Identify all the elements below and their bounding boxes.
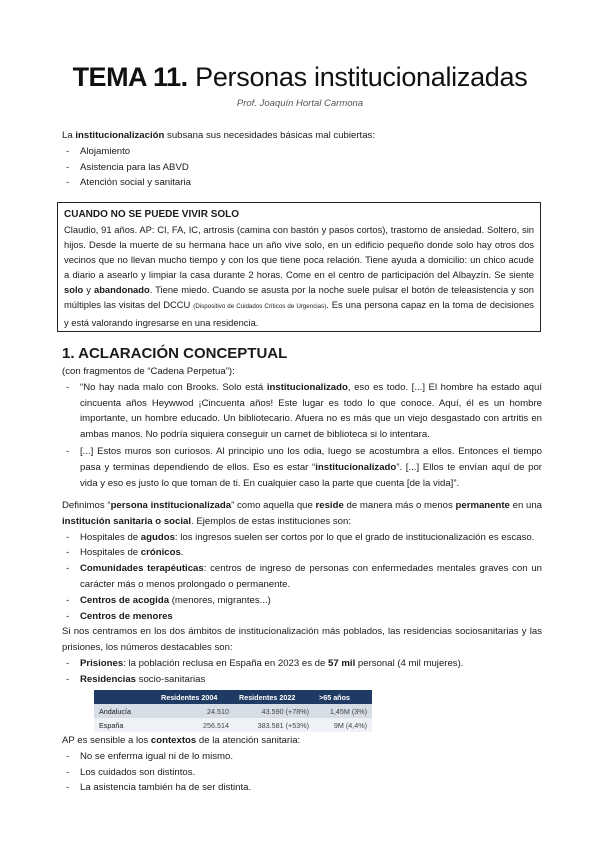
list-item: - Hospitales de agudos: los ingresos suelen ser cortos por lo que el grado de institucionalización es escaso. <box>62 530 542 546</box>
ap-lead: AP es sensible a los contextos de la atención sanitaria: <box>62 735 301 746</box>
page-title <box>0 60 600 94</box>
table-cell: 256.514 <box>156 718 234 732</box>
definition-section <box>62 498 542 688</box>
definition-paragraph: Definimos “persona institucionalizada” como aquella que reside de manera más o menos permanente en una institución sanitaria o social. Ejemplos de estas instituciones son: <box>62 500 542 527</box>
table-header-row <box>94 690 372 704</box>
table-header-cell: Residentes 2022 <box>234 690 314 704</box>
list-item: - Prisiones: la población reclusa en España en 2023 es de 57 mil personal (4 mil mujeres). <box>62 656 542 672</box>
quote-item: - “No hay nada malo con Brooks. Solo está institucionalizado, eso es todo. [...] El hombre ha estado aquí cincuenta años Heywwod ¡Cincuenta años! Este lugar es todo lo que conoce. Aquí, él es un hombre importante, un hombre educado. Un bibliotecario. Afuera no es más que un viejo desgastado con artritis en ambas manos. No podría siquiera conseguir un carnet de biblioteca si lo intentara. <box>62 380 542 443</box>
list-item: - Residencias socio-sanitarias <box>62 672 542 688</box>
table-row <box>94 718 372 732</box>
list-item: - Hospitales de crónicos. <box>62 545 542 561</box>
table-row <box>94 704 372 718</box>
intro-list <box>62 144 542 191</box>
list-item: - Atención social y sanitaria <box>62 175 542 191</box>
quote-source: (con fragmentos de “Cadena Perpetua”): <box>62 366 235 377</box>
author-line: Prof. Joaquín Hortal Carmona <box>236 98 364 109</box>
section-heading: 1. ACLARACIÓN CONCEPTUAL <box>62 345 288 362</box>
list-item: - Centros de menores <box>62 609 542 625</box>
table-header-cell: >65 años <box>314 690 372 704</box>
list-item: - Centros de acogida (menores, migrantes...) <box>62 593 542 609</box>
ap-section <box>62 733 542 796</box>
examples-list <box>62 530 542 625</box>
table-cell: 24.510 <box>156 704 234 718</box>
list-item: - Asistencia para las ABVD <box>62 160 542 176</box>
title-text: Personas institucionalizadas <box>195 62 528 92</box>
intro-section <box>62 128 542 191</box>
table-header-cell <box>94 690 156 704</box>
residences-table <box>94 690 372 732</box>
table-cell: 43.590 (+78%) <box>234 704 314 718</box>
table-cell: 9M (4,4%) <box>314 718 372 732</box>
list-item: - Los cuidados son distintos. <box>62 765 542 781</box>
quote-item: - [...] Estos muros son curiosos. Al principio uno los odia, luego se acostumbra a ellos. Entonces el tiempo pasa y terminas dependiendo de ellos. Eso es estar “institucionalizado”. [...] Ellos te envían aquí de por vida y eso es justo lo que toman de ti. En cualquier caso la parte que cuenta [de la vida]”. <box>62 444 542 491</box>
list-item: - Alojamiento <box>62 144 542 160</box>
quote-section <box>62 364 542 492</box>
intro-lead: La institucionalización subsana sus necesidades básicas mal cubiertas: <box>62 130 376 141</box>
list-item: - Comunidades terapéuticas: centros de ingreso de personas con enfermedades mentales graves con un carácter más o menos prolongado o permanente. <box>62 561 542 593</box>
list-item: - La asistencia también ha de ser distinta. <box>62 780 542 796</box>
table-cell: 1,45M (3%) <box>314 704 372 718</box>
stats-list <box>62 656 542 688</box>
case-heading: CUANDO NO SE PUEDE VIVIR SOLO <box>64 209 240 220</box>
ap-list <box>62 749 542 796</box>
table-cell: Andalucía <box>94 704 156 718</box>
table-header-cell: Residentes 2004 <box>156 690 234 704</box>
title-number: TEMA 11. <box>72 62 188 92</box>
list-item: - No se enferma igual ni de lo mismo. <box>62 749 542 765</box>
table-cell: 383.581 (+53%) <box>234 718 314 732</box>
quote-list <box>62 380 542 492</box>
case-text: Claudio, 91 años. AP: CI, FA, IC, artrosis (camina con bastón y pasos cortos), trastorno de ansiedad. Soltero, sin hijos. Desde la muerte de su hermana hace un año vive solo, en un edificio pequeño donde solo hay otros dos vecinos que no llevan mucho tiempo y con los que tiene poca relación. Tiene ayuda a domicilio: un chico acude a diario a asearlo y limpiar la casa durante 2 horas. Come en el centro de participación del Albayzín. Se siente solo y abandonado. Tiene miedo. Cuando se asusta por la noche suele pulsar el botón de teleasistencia y son múltiples las visitas del DCCU (Dispositivo de Cuidados Críticos de Urgencias). Es una persona capaz en la toma de decisiones y está valorando ingresarse en una residencia. <box>64 224 534 328</box>
case-box <box>57 202 541 332</box>
stats-paragraph: Si nos centramos en los dos ámbitos de institucionalización más poblados, las residencias sociosanitarias y las prisiones, los números destacables son: <box>62 626 542 654</box>
table-cell: España <box>94 718 156 732</box>
